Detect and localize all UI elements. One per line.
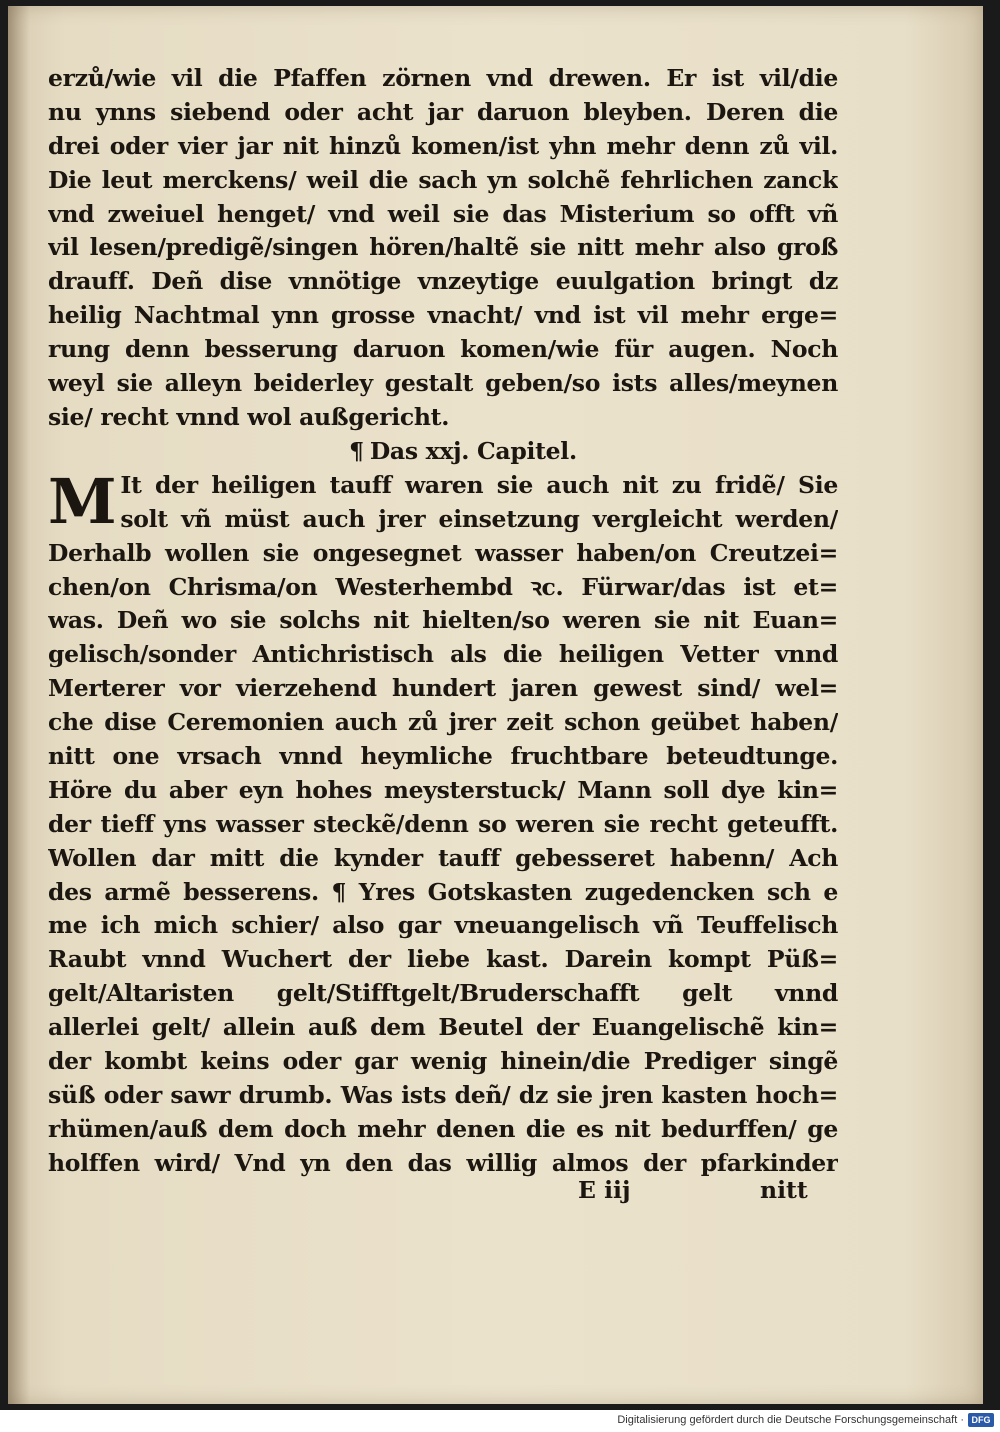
signature-line: [48, 1176, 838, 1210]
catchword: nitt: [760, 1176, 808, 1204]
text-line: drauff. Deñ dise vnnötige vnzeytige euulgation bringt dz: [48, 267, 838, 296]
text-line: gelt/Altaristen gelt/Stifftgelt/Bruderschafft gelt vnnd: [48, 979, 838, 1008]
text-line: süß oder sawr drumb. Was ists deñ/ dz sie jren kasten hoch=: [48, 1080, 838, 1109]
page-text: [48, 62, 838, 1181]
text-line: weyl sie alleyn beiderley gestalt geben/so ists alles/meynen: [48, 369, 838, 398]
text-line: sie/ recht vnnd wol außgericht.: [48, 402, 450, 431]
text-line: solt vñ müst auch jrer einsetzung vergleicht werden/: [120, 504, 838, 533]
funding-credit: Digitalisierung gefördert durch die Deutsche Forschungsgemeinschaft ·: [617, 1414, 964, 1426]
text-line: Derhalb wollen sie ongesegnet wasser haben/on Creutzei=: [48, 538, 838, 567]
text-line: vnd zweiuel henget/ vnd weil sie das Misterium so offt vñ: [48, 199, 838, 228]
text-line: heilig Nachtmal ynn grosse vnacht/ vnd ist vil mehr erge=: [48, 301, 838, 330]
chapter-paragraph: [48, 464, 838, 1181]
text-line: nu ynns siebend oder acht jar daruon bleyben. Deren die: [48, 97, 838, 126]
text-line: It der heiligen tauff waren sie auch nit zu fridẽ/ Sie: [120, 470, 838, 499]
text-line: nitt one vrsach vnnd heymliche fruchtbare beteudtunge.: [48, 742, 838, 771]
text-line: holffen wird/ Vnd yn den das willig almos der pfarkinder: [48, 1148, 838, 1177]
text-line: des armẽ besserens. ¶ Yres Gotskasten zugedencken sch e: [48, 877, 838, 906]
text-line: vil lesen/predigẽ/singen hören/haltẽ sie nitt mehr also groß: [48, 233, 838, 262]
spine-shadow: [8, 6, 30, 1404]
chapter-heading-text: Das xxj. Capitel.: [369, 436, 577, 465]
text-line: erzů/wie vil die Pfaffen zörnen vnd drewen. Er ist vil/die: [48, 64, 838, 92]
text-line: rhümen/auß dem doch mehr denen die es nit bedurffen/ ge: [48, 1114, 838, 1143]
signature-mark: E iij: [578, 1176, 631, 1204]
pilcrow-mark: ¶: [349, 436, 364, 465]
initial-letter: M: [48, 464, 117, 538]
text-line: drei oder vier jar nit hinzů komen/ist yhn mehr denn zů vil.: [48, 131, 838, 160]
text-line: allerlei gelt/ allein auß dem Beutel der Euangelischẽ kin=: [48, 1013, 838, 1042]
text-line: der kombt keins oder gar wenig hinein/die Prediger singẽ: [48, 1047, 838, 1076]
text-line: Merterer vor vierzehend hundert jaren gewest sind/ wel=: [48, 674, 838, 703]
text-line: rung denn besserung daruon komen/wie für augen. Noch: [48, 335, 838, 364]
text-line: Die leut merckens/ weil die sach yn solchẽ fehrlichen zanck: [48, 165, 838, 194]
text-line: chen/on Chrisma/on Westerhembd ꝛc. Fürwar/das ist et=: [48, 572, 838, 601]
text-line: che dise Ceremonien auch zů jrer zeit schon geübet haben/: [48, 708, 838, 737]
text-line: was. Deñ wo sie solchs nit hielten/so weren sie nit Euan=: [48, 606, 838, 635]
text-line: Raubt vnnd Wuchert der liebe kast. Darein kompt Püß=: [48, 945, 838, 974]
text-line: Höre du aber eyn hohes meysterstuck/ Mann soll dye kin=: [48, 775, 838, 804]
top-paragraph: [48, 62, 838, 435]
text-line: gelisch/sonder Antichristisch als die heiligen Vetter vnnd: [48, 640, 838, 669]
dfg-logo-icon: DFG: [968, 1413, 994, 1427]
text-line: der tieff yns wasser steckẽ/denn so weren sie recht geteufft.: [48, 809, 838, 838]
footer-bar: [0, 1410, 1000, 1432]
chapter-heading: [48, 435, 838, 469]
text-line: me ich mich schier/ also gar vneuangelisch vñ Teuffelisch: [48, 911, 838, 940]
text-line: Wollen dar mitt die kynder tauff gebesseret habenn/ Ach: [48, 843, 838, 872]
